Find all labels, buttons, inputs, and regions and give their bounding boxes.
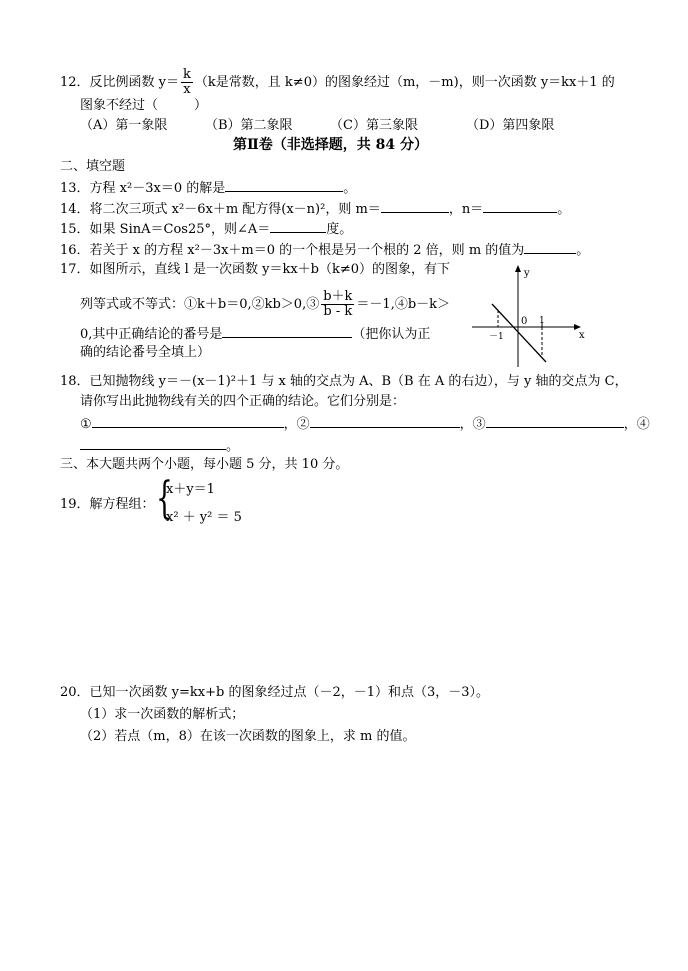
- q12-line2-b: ）: [194, 98, 208, 113]
- q19-eq2: x² ＋ y² ＝ 5: [166, 510, 242, 525]
- q12-opt-a: （A）第一象限: [80, 118, 168, 133]
- q17-fraction: [321, 290, 354, 319]
- q12-fraction: [181, 68, 193, 97]
- q15-text: 15．如果 SinA＝Cos25°，则∠A＝: [60, 222, 271, 237]
- q16-blank[interactable]: [524, 240, 576, 254]
- q17-line3-a: 0,其中正确结论的番号是: [80, 327, 223, 342]
- q17-origin-label: 0: [521, 316, 528, 327]
- q13: [60, 178, 356, 198]
- q17-pos1-label: 1: [539, 316, 545, 326]
- q18-line1: 18．已知抛物线 y＝－(x－1)²＋1 与 x 轴的交点为 A、B（B 在 A 的右边），与 y 轴的交点为 C，: [60, 374, 628, 389]
- q17-line2: [80, 290, 450, 319]
- q20-part2: （2）若点（m，8）在该一次函数的图象上，求 m 的值。: [80, 729, 416, 744]
- q20-part1: （1）求一次函数的解析式；: [80, 707, 245, 722]
- q17-line3-b: （把你认为正: [352, 327, 431, 342]
- q17-line1: 17．如图所示，直线 l 是一次函数 y＝kx＋b（k≠0）的图象，有下: [60, 262, 451, 277]
- q18-line4: [80, 436, 239, 456]
- q19-brace: {: [156, 473, 173, 524]
- q13-end: 。: [343, 181, 357, 196]
- q16-end: 。: [576, 243, 590, 258]
- q17-graph: [462, 262, 590, 370]
- q17-blank[interactable]: [222, 324, 352, 338]
- q18-line3: [80, 414, 650, 434]
- q20-line1: 20．已知一次函数 y=kx+b 的图象经过点（－2，－1）和点（3，－3）。: [60, 685, 490, 700]
- q12-text-a: 12．反比例函数 y＝: [60, 75, 180, 90]
- q16: [60, 240, 589, 260]
- q14-end: 。: [557, 202, 571, 217]
- q15-blank[interactable]: [270, 219, 326, 233]
- q17-line2-b: ＝－1,④b－k＞: [356, 297, 451, 312]
- q18-mark1: ①: [80, 417, 92, 432]
- q18-mark2: ，②: [283, 417, 310, 432]
- q12-opt-c: （C）第三象限: [330, 118, 418, 133]
- q14: [60, 199, 570, 219]
- q16-text: 16．若关于 x 的方程 x²－3x＋m＝0 的一个根是另一个根的 2 倍，则 m 的值为: [60, 243, 525, 258]
- q13-blank[interactable]: [225, 178, 343, 192]
- q19-eq1: x＋y＝1: [166, 482, 215, 497]
- q17-frac-num: b＋k: [323, 289, 353, 304]
- q14-text-n: ，n＝: [448, 202, 484, 217]
- q12-opt-b: （B）第二象限: [205, 118, 293, 133]
- q12-text-b: （k是常数，且 k≠0）的图象经过（m，－m)，则一次函数 y＝kx＋1 的: [194, 75, 615, 90]
- section3-title: 三、本大题共两个小题，每小题 5 分，共 10 分。: [60, 457, 349, 472]
- q18-end: 。: [226, 439, 240, 454]
- q14-blank-m[interactable]: [381, 199, 449, 213]
- q17-y-label: y: [524, 268, 530, 279]
- q12-line2: [80, 97, 207, 115]
- section2-title: 第Ⅱ卷（非选择题，共 84 分）: [233, 137, 429, 153]
- q18-blank4[interactable]: [80, 436, 226, 450]
- q15: [60, 219, 352, 239]
- q17-frac-den: b - k: [323, 304, 353, 319]
- q12-frac-num: k: [183, 67, 191, 82]
- q17-line4: 确的结论番号全填上）: [80, 345, 211, 360]
- q17-x-label: x: [579, 330, 585, 341]
- fill-section-title: 二、填空题: [60, 159, 126, 174]
- q17-neg1-label: －1: [489, 332, 504, 342]
- q18-blank1[interactable]: [92, 414, 284, 428]
- q18-blank3[interactable]: [486, 414, 624, 428]
- q12-frac-den: x: [183, 82, 191, 97]
- q19-label: 19．解方程组：: [60, 497, 155, 512]
- q15-end: 度。: [326, 222, 353, 237]
- q17-line3: [80, 324, 430, 344]
- q18-line2: 请你写出此抛物线有关的四个正确的结论。它们分别是：: [80, 394, 406, 409]
- q14-blank-n[interactable]: [483, 199, 557, 213]
- q18-mark4: ，④: [623, 417, 650, 432]
- q13-text: 13．方程 x²－3x＝0 的解是: [60, 181, 226, 196]
- q17-line2-a: 列等式或不等式：①k＋b＝0,②kb＞0,③: [80, 297, 320, 312]
- q12-line2-a: 图象不经过（: [80, 98, 159, 113]
- q17-y-arrow: [515, 265, 521, 272]
- q18-mark3: ，③: [459, 417, 486, 432]
- q14-text: 14．将二次三项式 x²－6x＋m 配方得(x－n)²，则 m＝: [60, 202, 381, 217]
- q12-line1: [60, 68, 615, 97]
- q12-opt-d: （D）第四象限: [466, 118, 555, 133]
- q18-blank2[interactable]: [310, 414, 460, 428]
